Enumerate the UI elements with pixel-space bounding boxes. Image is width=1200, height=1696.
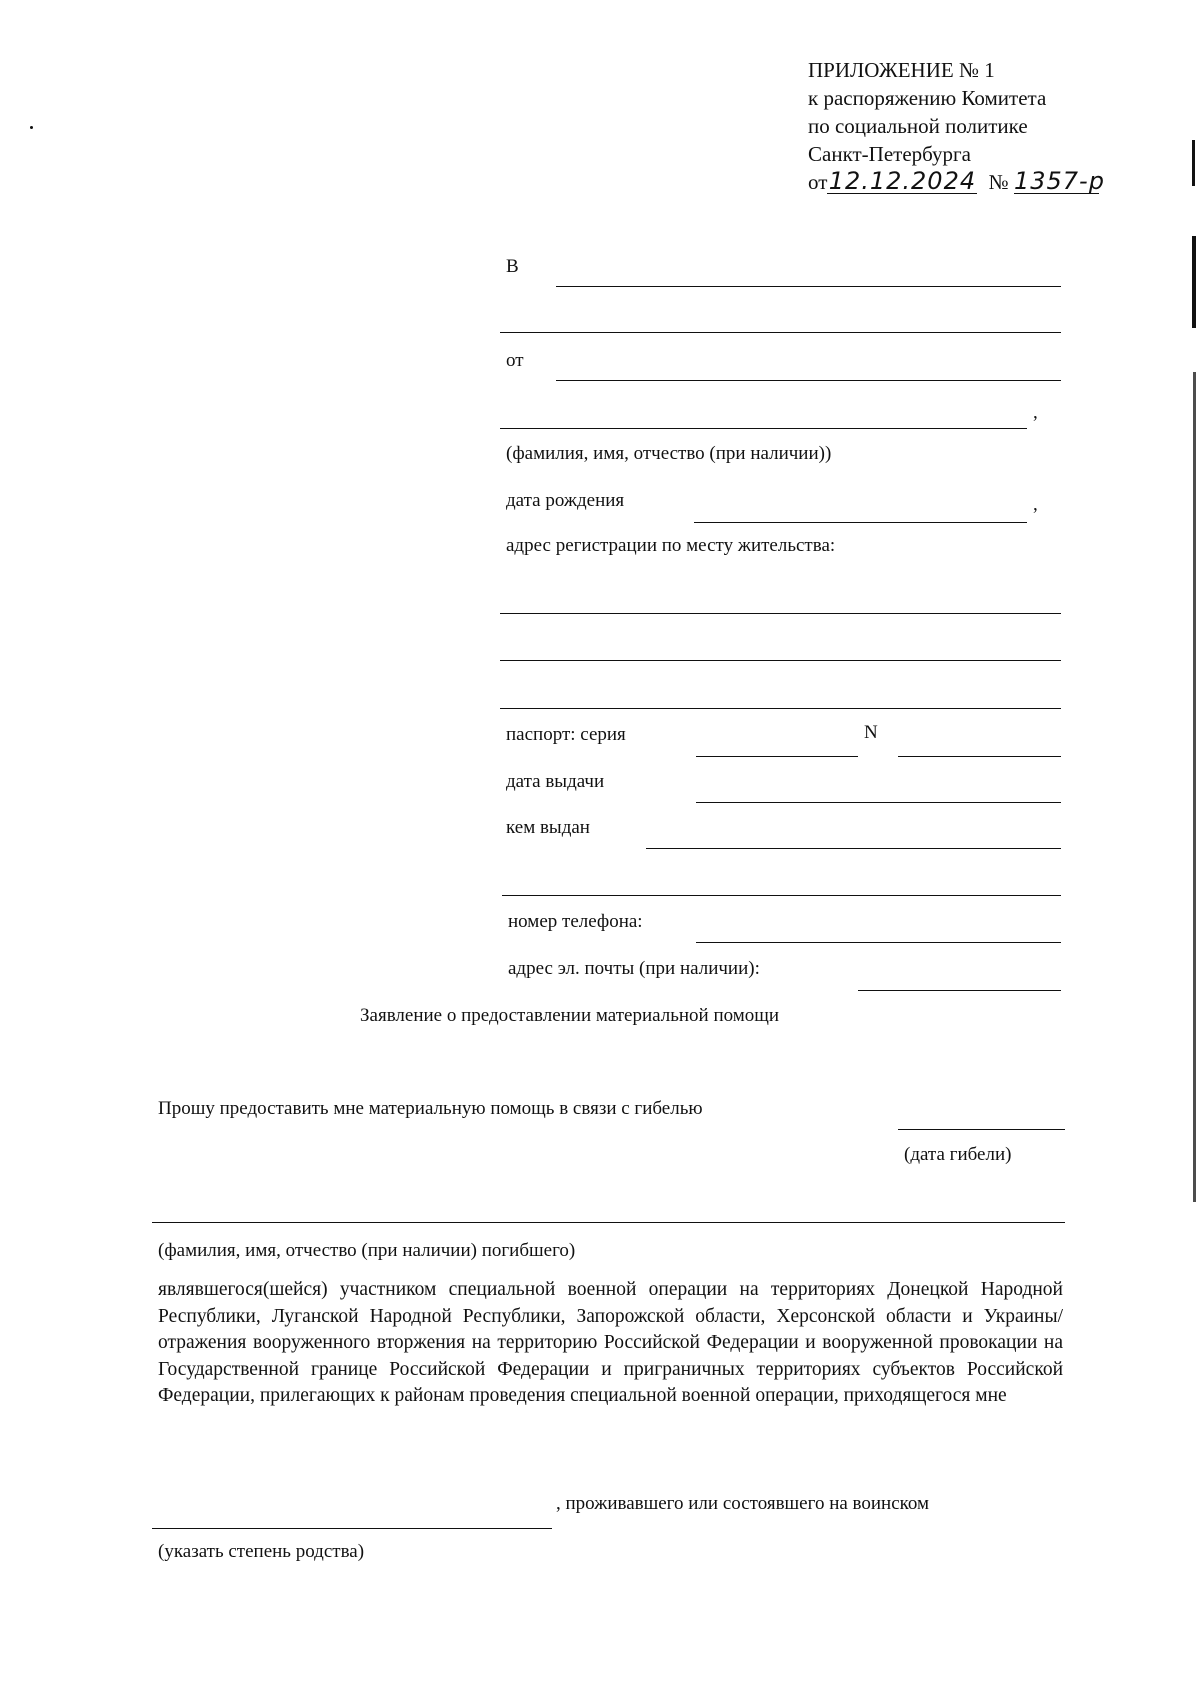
phone-label: номер телефона: [508, 911, 643, 932]
address-line-3[interactable] [500, 708, 1061, 709]
address-label: адрес регистрации по месту жительства: [506, 535, 836, 556]
scan-dot [30, 126, 33, 129]
birth-date-label: дата рождения [506, 490, 625, 511]
appendix-line-city: Санкт-Петербурга [808, 142, 971, 166]
deceased-caption: (фамилия, имя, отчество (при наличии) погибшего) [158, 1240, 576, 1261]
appendix-title: ПРИЛОЖЕНИЕ № 1 [808, 58, 995, 82]
phone-line[interactable] [696, 942, 1061, 943]
from-label: от [506, 350, 524, 371]
to-field-line-1[interactable] [556, 286, 1061, 287]
date-prefix: от [808, 170, 828, 194]
email-label: адрес эл. почты (при наличии): [508, 958, 760, 979]
number-prefix: № [988, 170, 1009, 194]
appendix-line-committee: к распоряжению Комитета [808, 86, 1047, 110]
passport-series-label: паспорт: серия [506, 724, 626, 745]
address-line-1[interactable] [500, 613, 1061, 614]
passport-number-line[interactable] [898, 756, 1061, 757]
handwritten-number: 1357-р [1013, 167, 1105, 195]
address-line-2[interactable] [500, 660, 1061, 661]
handwritten-date: 12.12.2024 [828, 167, 977, 195]
scan-edge-mark-2 [1192, 236, 1196, 328]
to-label: В [506, 256, 519, 277]
kinship-caption: (указать степень родства) [158, 1541, 365, 1562]
issued-by-line-1[interactable] [646, 848, 1061, 849]
appendix-header [808, 56, 1108, 196]
issue-date-label: дата выдачи [506, 771, 605, 792]
scan-edge-mark-1 [1192, 140, 1195, 186]
deceased-name-line[interactable] [152, 1222, 1065, 1223]
issued-by-line-2[interactable] [502, 895, 1061, 896]
to-field-line-2[interactable] [500, 332, 1061, 333]
appendix-line-policy: по социальной политике [808, 114, 1028, 138]
fio-caption: (фамилия, имя, отчество (при наличии)) [506, 443, 832, 464]
death-date-line[interactable] [898, 1129, 1065, 1130]
from-field-line-1[interactable] [556, 380, 1061, 381]
from-field-line-2[interactable] [500, 428, 1027, 429]
passport-series-line[interactable] [696, 756, 858, 757]
birth-date-line[interactable] [694, 522, 1027, 523]
request-text: Прошу предоставить мне материальную помощь в связи с гибелью [158, 1098, 703, 1119]
birth-date-comma: , [1033, 494, 1038, 515]
issue-date-line[interactable] [696, 802, 1061, 803]
death-date-caption: (дата гибели) [904, 1144, 1012, 1165]
passport-number-label: N [864, 722, 878, 743]
kinship-line[interactable] [152, 1528, 552, 1529]
issued-by-label: кем выдан [506, 817, 590, 838]
statement-body: являвшегося(шейся) участником специальной военной операции на территориях Донецкой Народной Республики, Луганской Народной Республики, Запорожской области, Херсонской области и Украины/отражения вооруженного вторжения на территорию Российской Федерации и вооруженной провокации на Государственной границе Российской Федерации и приграничных территориях субъектов Российской Федерации, прилегающих к районам проведения специальной военной операции, приходящегося мне [158, 1279, 1063, 1406]
residence-text: , проживавшего или состоявшего на воинском [556, 1493, 930, 1514]
email-line[interactable] [858, 990, 1061, 991]
statement-title: Заявление о предоставлении материальной помощи [360, 1005, 780, 1026]
from-comma: , [1033, 402, 1038, 423]
scan-edge-mark-3 [1193, 372, 1196, 1202]
appendix-date-line [808, 168, 1108, 196]
